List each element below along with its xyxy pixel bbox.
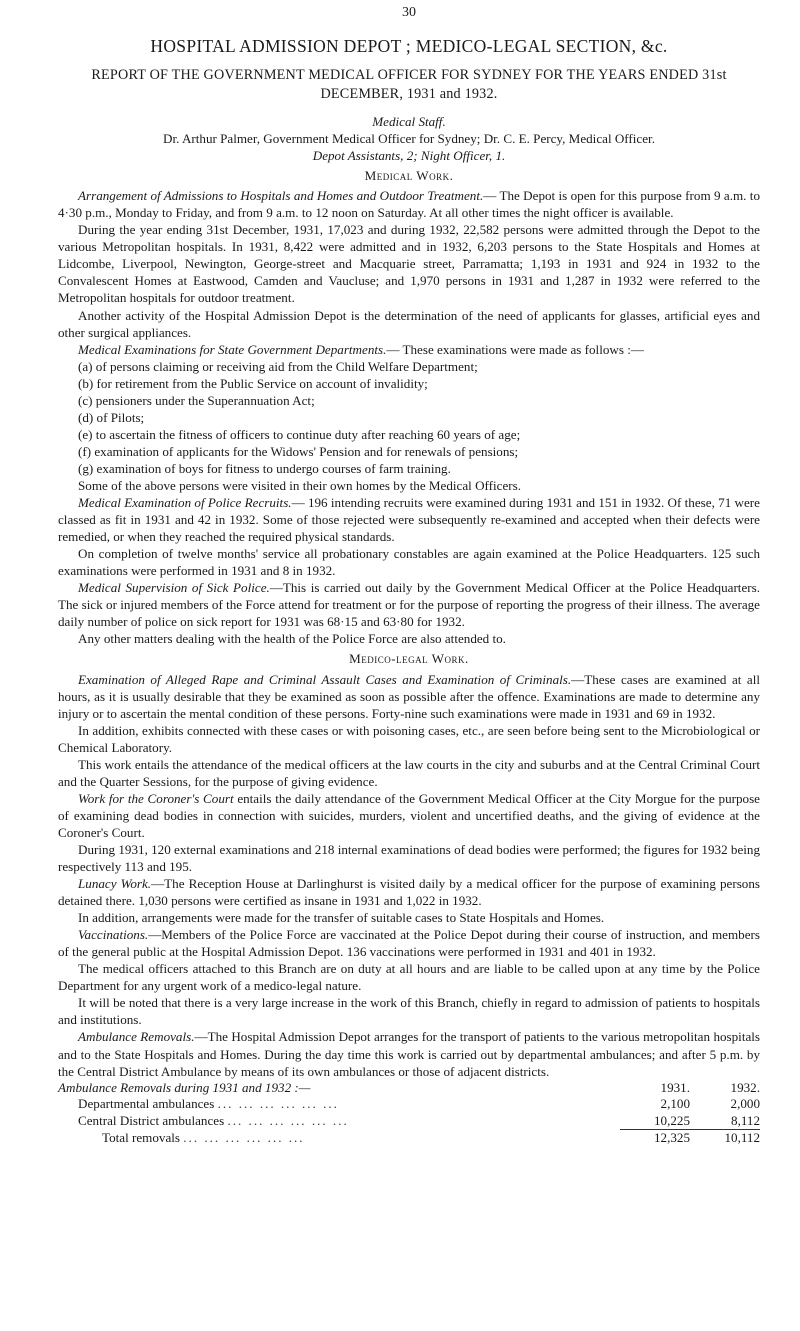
page-number: 30: [402, 5, 416, 20]
exam-item-g: (g) examination of boys for fitness to undergo courses of farm training.: [78, 460, 451, 476]
transfer-paragraph: In addition, arrangements were made for the transfer of suitable cases to State Hospitals and Homes.: [78, 910, 605, 926]
admissions-paragraph: During the year ending 31st December, 1931, 17,023 and during 1932, 22,582 persons were admitted through the Depot to the various Metropolitan hospitals. In 1931, 8,422 were admitted and in 1932, 6,203 persons to the State Hospitals and Homes at Lidcombe, Liverpool, Newington, George-street and Macquarie street, Parramatta; 1,193 in 1931 and 924 in 1932 to the Convalescent Homes at Eastwood, Camden and Vaucluse; and 1,970 persons in 1931 and 1,287 in 1932 were referred to the Metropolitan hospitals for outdoor treatment.: [58, 222, 760, 306]
total-1932: 10,112: [690, 1130, 760, 1147]
police-health-paragraph: Any other matters dealing with the health of the Police Force are also attended to.: [78, 631, 506, 647]
morgue-figures-paragraph: During 1931, 120 external examinations and 218 internal examinations of dead bodies were performed; the figures for 1932 being respectively 113 and 195.: [58, 841, 760, 875]
staff-officers: Dr. Arthur Palmer, Government Medical Officer for Sydney; Dr. C. E. Percy, Medical Officer.: [163, 131, 655, 147]
police-recruits-subheading: Medical Examination of Police Recruits.: [78, 495, 292, 511]
arrangement-subheading: Arrangement of Admissions to Hospitals and Homes and Outdoor Treatment.: [78, 188, 484, 204]
rape-assault-paragraph: Examination of Alleged Rape and Criminal Assault Cases and Examination of Criminals.—These cases are examined at all hours, as it is usually desirable that they be examined as soon as possible after the offence. Examinations are made to determine any injury or to ascertain the mental condition of these persons. Forty-nine such examinations were made in 1931 and 69 in 1932.: [58, 671, 760, 721]
ambulance-paragraph: Ambulance Removals.—The Hospital Admission Depot arranges for the transport of patients to the various metropolitan hospitals and to the State Hospitals and Homes. During the day time this work is carried out by departmental ambulances; and after 5 p.m. by the Central District Ambulance by means of its own ambulances or those of adjacent districts.: [58, 1029, 761, 1079]
leader-dots: ... ... ... ... ... ...: [217, 1096, 339, 1112]
vaccinations-paragraph: Vaccinations.—Members of the Police Force are vaccinated at the Police Depot during their course of instruction, and members of the general public at the Hospital Admission Depot. 136 vaccinations were performed in 1931 and 401 in 1932.: [58, 927, 760, 960]
courts-paragraph: This work entails the attendance of the medical officers at the law courts in the city and suburbs and at the Central Criminal Court and the Quarter Sessions, for the purpose of giving evidence.: [58, 756, 760, 789]
sick-police-paragraph: Medical Supervision of Sick Police.—This is carried out daily by the Government Medical Officer at the Police Headquarters. The sick or injured members of the Force attend for treatment or for the purpose of reporting the progress of their illness. The average daily number of police on sick report for 1931 was 68·15 and 63·80 for 1932.: [58, 580, 760, 630]
appliances-paragraph: Another activity of the Hospital Admission Depot is the determination of the need of applicants for glasses, artificial eyes and other surgical appliances.: [58, 307, 760, 340]
lunacy-paragraph: Lunacy Work.—The Reception House at Darlinghurst is visited daily by a medical officer for the purpose of examining persons detained there. 1,030 persons were certified as insane in 1931 and 1,022 in 1932.: [58, 876, 760, 909]
rape-assault-subheading: Examination of Alleged Rape and Criminal Assault Cases and Examination of Criminals.: [78, 671, 572, 687]
police-recruits-paragraph: Medical Examination of Police Recruits.— 196 intending recruits were examined during 1931 and 151 in 1932. Of these, 71 were classed as fit in 1931 and 42 in 1932. Some of those rejected were subsequently re-examined and accepted when their defects were remedied, or when they reached the required physical standards.: [58, 495, 760, 545]
column-header-1931: 1931.: [660, 1079, 690, 1095]
vaccinations-subheading: Vaccinations.: [78, 927, 149, 943]
table-row: [58, 1113, 760, 1130]
column-header-1932: 1932.: [730, 1079, 760, 1095]
home-visits-paragraph: Some of the above persons were visited in their own homes by the Medical Officers.: [78, 477, 522, 493]
arrangement-paragraph: Arrangement of Admissions to Hospitals and Homes and Outdoor Treatment.— The Depot is open for this purpose from 9 a.m. to 4·30 p.m., Monday to Friday, and from 9 a.m. to 12 noon on Saturday. At all other times the night officer is available.: [58, 188, 760, 221]
total-label: Total removals: [102, 1130, 180, 1146]
row-label: Departmental ambulances: [78, 1096, 215, 1112]
examinations-paragraph: Medical Examinations for State Government Departments.— These examinations were made as follows :—: [78, 341, 644, 357]
exam-item-b: (b) for retirement from the Public Service on account of invalidity;: [78, 375, 428, 391]
leader-dots: ... ... ... ... ... ...: [227, 1113, 349, 1129]
cell-1931: 2,100: [660, 1096, 690, 1112]
exhibits-paragraph: In addition, exhibits connected with these cases or with poisoning cases, etc., are seen before being sent to the Microbiological or Chemical Laboratory.: [58, 722, 760, 755]
row-label: Central District ambulances: [78, 1113, 225, 1129]
coroner-subheading: Work for the Coroner's Court: [78, 790, 234, 806]
increase-paragraph: It will be noted that there is a very large increase in the work of this Branch, chiefly in regard to admission of patients to hospitals and institutions.: [58, 995, 760, 1028]
page-title: HOSPITAL ADMISSION DEPOT ; MEDICO-LEGAL SECTION, &c.: [150, 36, 668, 56]
ambulance-subheading: Ambulance Removals.: [78, 1029, 195, 1045]
cell-1931: 10,225: [653, 1112, 690, 1128]
staff-assistants: Depot Assistants, 2; Night Officer, 1.: [312, 148, 506, 164]
exam-item-f: (f) examination of applicants for the Widows' Pension and for renewals of pensions;: [78, 443, 519, 459]
leader-dots: ... ... ... ... ... ...: [183, 1130, 305, 1146]
table-header-row: [58, 1080, 760, 1097]
table-row: [58, 1096, 760, 1113]
medical-work-heading: Medical Work.: [364, 168, 454, 184]
report-body: [58, 113, 760, 1147]
probation-paragraph: On completion of twelve months' service all probationary constables are again examined at the Police Headquarters. 125 such examinations were performed in 1931 and 8 in 1932.: [58, 546, 760, 579]
sick-police-subheading: Medical Supervision of Sick Police.: [78, 580, 270, 596]
table-total-row: [58, 1130, 760, 1147]
exam-item-a: (a) of persons claiming or receiving aid from the Child Welfare Department;: [78, 358, 478, 374]
exam-item-d: (d) of Pilots;: [78, 409, 145, 425]
cell-1932: 8,112: [731, 1112, 760, 1128]
medico-legal-heading: Medico-legal Work.: [349, 651, 469, 667]
staff-heading: Medical Staff.: [372, 114, 446, 129]
ambulance-removals-table: [58, 1080, 760, 1147]
table-caption: Ambulance Removals during 1931 and 1932 :—: [58, 1079, 311, 1095]
exam-item-c: (c) pensioners under the Superannuation Act;: [78, 392, 315, 408]
report-subtitle: REPORT OF THE GOVERNMENT MEDICAL OFFICER FOR SYDNEY FOR THE YEARS ENDED 31st DECEMBER, 1931 and 1932.: [91, 67, 727, 102]
exam-item-e: (e) to ascertain the fitness of officers to continue duty after reaching 60 years of age;: [78, 426, 521, 442]
total-1931: 12,325: [620, 1130, 690, 1147]
lunacy-subheading: Lunacy Work.: [78, 876, 152, 892]
on-duty-paragraph: The medical officers attached to this Branch are on duty at all hours and are liable to be called upon at any time by the Police Department for any urgent work of a medico-legal nature.: [58, 961, 760, 994]
coroner-paragraph: Work for the Coroner's Court entails the daily attendance of the Government Medical Officer at the City Morgue for the purpose of examining dead bodies in connection with suicides, murders, violent and uncertified deaths, and the giving of evidence at the Coroner's Court.: [58, 790, 760, 840]
examinations-subheading: Medical Examinations for State Government Departments.: [78, 341, 387, 357]
cell-1932: 2,000: [730, 1096, 760, 1112]
